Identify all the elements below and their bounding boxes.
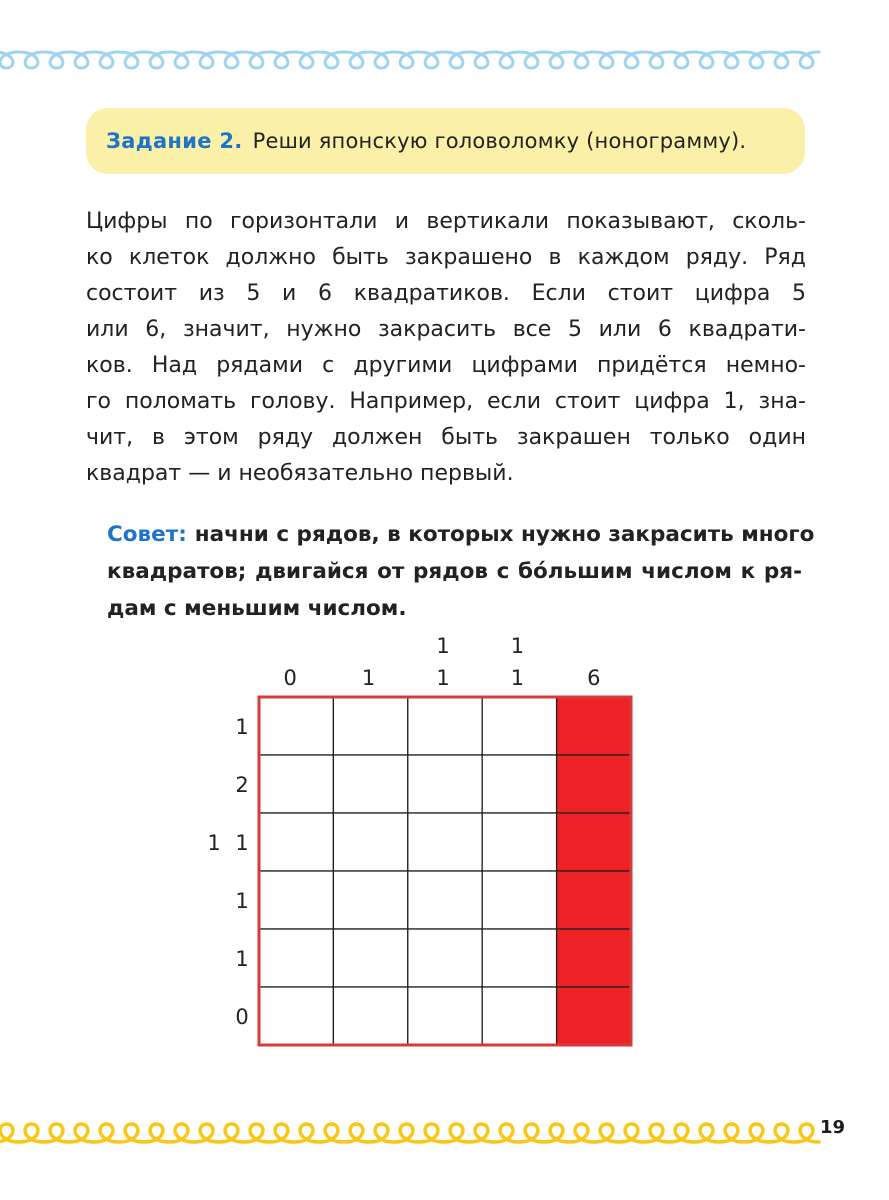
paragraph-line: чит, в этом ряду должен быть закрашен только один (86, 425, 806, 450)
empty-cell (482, 697, 556, 755)
tip-label: Совет: (107, 522, 187, 547)
filled-cell (557, 813, 631, 871)
tip-line: дам с меньшим числом. (107, 596, 407, 621)
filled-cell (557, 987, 631, 1045)
empty-cell (259, 697, 333, 755)
paragraph-line: ко клеток должно быть закрашено в каждом ряду. Ряд (86, 245, 806, 270)
empty-cell (482, 929, 556, 987)
empty-cell (333, 987, 407, 1045)
row-clue: 1 (235, 889, 249, 913)
empty-cell (259, 929, 333, 987)
filled-cell (557, 755, 631, 813)
empty-cell (333, 929, 407, 987)
bottom-squiggle-border (0, 1112, 889, 1152)
column-clue: 1 (436, 666, 450, 690)
paragraph-line: или 6, значит, нужно закрасить все 5 или 6 квадрати- (86, 317, 806, 342)
tip-text: начни с рядов, в которых нужно закрасить много (194, 522, 815, 547)
empty-cell (408, 929, 482, 987)
empty-cell (482, 987, 556, 1045)
empty-cell (408, 813, 482, 871)
paragraph-line: ков. Над рядами с другими цифрами придётся немно- (86, 353, 806, 378)
paragraph-line: квадрат — и необязательно первый. (86, 461, 514, 486)
tip-line: квадратов; двигайся от рядов с бóльшим числом к ря- (107, 559, 802, 584)
empty-cell (333, 755, 407, 813)
empty-cell (482, 755, 556, 813)
empty-cell (333, 697, 407, 755)
empty-cell (482, 871, 556, 929)
column-clue: 6 (587, 666, 601, 690)
empty-cell (408, 755, 482, 813)
empty-cell (259, 871, 333, 929)
task-text: Реши японскую головоломку (нонограмму). (252, 129, 747, 153)
empty-cell (482, 813, 556, 871)
paragraph-line: состоит из 5 и 6 квадратиков. Если стоит цифра 5 (86, 281, 806, 306)
row-clue: 0 (235, 1005, 249, 1029)
empty-cell (259, 813, 333, 871)
paragraph-line: Цифры по горизонтали и вертикали показывают, сколь- (86, 209, 806, 234)
row-clue: 2 (235, 773, 249, 797)
page-number: 19 (820, 1117, 846, 1138)
row-clue: 1 (235, 831, 249, 855)
empty-cell (259, 987, 333, 1045)
column-clue: 1 (436, 634, 450, 658)
column-clue: 0 (283, 666, 297, 690)
filled-cell (557, 697, 631, 755)
row-clue: 1 (235, 947, 249, 971)
row-clue: 1 (235, 715, 249, 739)
empty-cell (408, 697, 482, 755)
filled-cell (557, 929, 631, 987)
column-clue: 1 (510, 666, 525, 690)
empty-cell (259, 755, 333, 813)
row-clue: 1 (207, 831, 221, 855)
empty-cell (408, 987, 482, 1045)
task-label: Задание 2. (106, 129, 243, 153)
column-clue: 1 (510, 634, 525, 658)
filled-cell (557, 871, 631, 929)
empty-cell (333, 871, 407, 929)
paragraph-line: го поломать голову. Например, если стоит цифра 1, зна- (86, 389, 806, 414)
empty-cell (333, 813, 407, 871)
column-clue: 1 (361, 666, 376, 690)
empty-cell (408, 871, 482, 929)
